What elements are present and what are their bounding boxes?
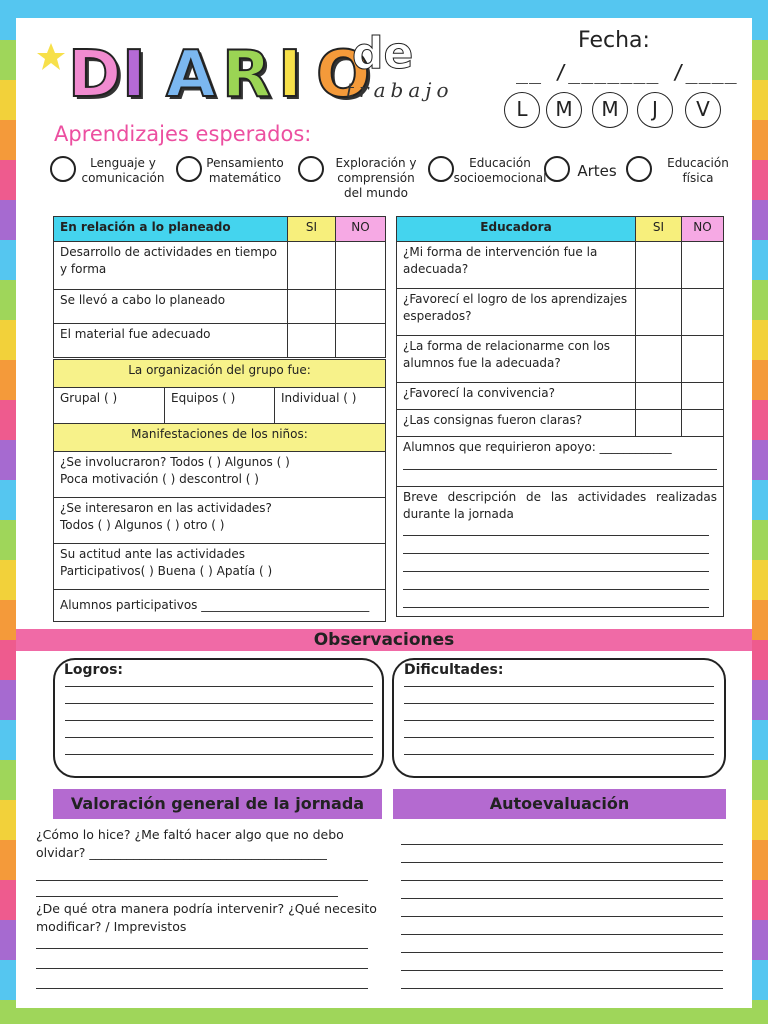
manifestacion-line: Poca motivación ( ) descontrol ( ) bbox=[60, 472, 259, 486]
autoevaluacion-bar: Autoevaluación bbox=[393, 789, 726, 819]
manifestacion-line: ¿Se involucraron? Todos ( ) Algunos ( ) bbox=[60, 455, 290, 469]
manifestacion-line: Participativos( ) Buena ( ) Apatía ( ) bbox=[60, 564, 273, 578]
question-line: olvidar? ______________________________________ bbox=[36, 845, 327, 860]
si-checkbox[interactable] bbox=[288, 290, 336, 324]
si-header: SI bbox=[636, 217, 682, 242]
si-checkbox[interactable] bbox=[636, 336, 682, 383]
no-checkbox[interactable] bbox=[682, 383, 724, 410]
answer-line[interactable] bbox=[401, 970, 723, 971]
answer-line[interactable] bbox=[401, 934, 723, 935]
logros-title: Logros: bbox=[64, 662, 124, 678]
answer-line[interactable] bbox=[65, 686, 373, 687]
manifestacion-line: Todos ( ) Algunos ( ) otro ( ) bbox=[60, 518, 225, 532]
manifestaciones-title: Manifestaciones de los niños: bbox=[54, 424, 386, 452]
answer-line[interactable] bbox=[65, 703, 373, 704]
answer-line[interactable] bbox=[36, 896, 338, 897]
logros-box[interactable] bbox=[53, 658, 384, 778]
no-checkbox[interactable] bbox=[682, 242, 724, 289]
aprendizajes-title: Aprendizajes esperados: bbox=[54, 122, 312, 146]
no-header: NO bbox=[682, 217, 724, 242]
answer-line[interactable] bbox=[403, 589, 709, 590]
title-trabajo: trabajo bbox=[346, 78, 454, 102]
manifestacion-line: ¿Se interesaron en las actividades? bbox=[60, 501, 272, 515]
day-circle[interactable]: V bbox=[685, 92, 721, 128]
breve-lines bbox=[403, 523, 717, 613]
answer-line[interactable] bbox=[401, 916, 723, 917]
answer-line[interactable] bbox=[36, 968, 368, 969]
apoyo-field[interactable] bbox=[397, 437, 724, 487]
option-label-line: Exploración y bbox=[335, 156, 417, 170]
answer-line[interactable] bbox=[401, 862, 723, 863]
no-checkbox[interactable] bbox=[682, 336, 724, 383]
answer-line[interactable] bbox=[404, 703, 714, 704]
answer-line[interactable] bbox=[36, 988, 368, 989]
answer-line[interactable] bbox=[401, 898, 723, 899]
no-checkbox[interactable] bbox=[336, 242, 386, 290]
observaciones-bar: Observaciones bbox=[16, 629, 752, 651]
valoracion-question-1 bbox=[36, 826, 344, 862]
option-label bbox=[448, 156, 552, 186]
option-label bbox=[326, 156, 426, 201]
answer-line[interactable] bbox=[36, 948, 368, 949]
title-letter: R bbox=[222, 38, 272, 112]
day-circle[interactable]: M bbox=[546, 92, 582, 128]
org-option-individual[interactable]: Individual ( ) bbox=[275, 388, 386, 424]
breve-label: Breve descripción de las actividades realizadas durante la jornada bbox=[403, 490, 717, 521]
manifestacion-row[interactable] bbox=[54, 544, 386, 590]
option-label-line: socioemocional bbox=[453, 171, 547, 185]
planning-row: Desarrollo de actividades en tiempo y forma bbox=[54, 242, 288, 290]
si-checkbox[interactable] bbox=[636, 242, 682, 289]
answer-line[interactable] bbox=[65, 720, 373, 721]
breve-field[interactable] bbox=[397, 487, 724, 617]
title-letter: O bbox=[316, 38, 371, 112]
answer-line[interactable] bbox=[401, 952, 723, 953]
educadora-row: ¿Mi forma de intervención fue la adecuada? bbox=[397, 242, 636, 289]
option-label-line: matemático bbox=[208, 171, 282, 185]
answer-line[interactable] bbox=[403, 571, 709, 572]
option-label-line: Educación bbox=[667, 156, 729, 170]
organization-title: La organización del grupo fue: bbox=[54, 360, 386, 388]
option-checkbox[interactable] bbox=[544, 156, 570, 182]
answer-line[interactable] bbox=[401, 988, 723, 989]
no-checkbox[interactable] bbox=[682, 289, 724, 336]
option-label-line: comprensión bbox=[337, 171, 415, 185]
no-checkbox[interactable] bbox=[682, 410, 724, 437]
option-checkbox[interactable] bbox=[626, 156, 652, 182]
valoracion-question-2 bbox=[36, 900, 377, 936]
dificultades-title: Dificultades: bbox=[404, 662, 504, 678]
answer-line[interactable] bbox=[404, 720, 714, 721]
title-letter: I bbox=[278, 38, 302, 112]
day-circle[interactable]: J bbox=[637, 92, 673, 128]
option-label bbox=[572, 164, 622, 179]
si-checkbox[interactable] bbox=[636, 383, 682, 410]
title-letter: D bbox=[68, 38, 122, 112]
participativos-field[interactable]: Alumnos participativos ____________________________ bbox=[54, 590, 386, 622]
si-header: SI bbox=[288, 217, 336, 242]
worksheet bbox=[16, 18, 752, 1008]
answer-line[interactable] bbox=[36, 880, 368, 881]
option-label-line: Lenguaje y bbox=[90, 156, 156, 170]
educadora-row: ¿Favorecí la convivencia? bbox=[397, 383, 636, 410]
option-label-line: comunicación bbox=[81, 171, 165, 185]
question-line: ¿De qué otra manera podría intervenir? ¿Qué necesito bbox=[36, 901, 377, 916]
planning-row: El material fue adecuado bbox=[54, 324, 288, 358]
planning-row: Se llevó a cabo lo planeado bbox=[54, 290, 288, 324]
educadora-row: ¿Las consignas fueron claras? bbox=[397, 410, 636, 437]
title-de: de bbox=[352, 28, 414, 79]
si-checkbox[interactable] bbox=[288, 324, 336, 358]
org-option-grupal[interactable]: Grupal ( ) bbox=[54, 388, 165, 424]
option-label bbox=[204, 156, 286, 186]
question-line: ¿Cómo lo hice? ¿Me faltó hacer algo que no debo bbox=[36, 827, 344, 842]
apoyo-line bbox=[403, 458, 717, 470]
educadora-header: Educadora bbox=[397, 217, 636, 242]
manifestacion-row[interactable] bbox=[54, 452, 386, 498]
title-letter: A bbox=[166, 38, 216, 112]
answer-line[interactable] bbox=[65, 737, 373, 738]
answer-line[interactable] bbox=[401, 880, 723, 881]
manifestacion-line: Su actitud ante las actividades bbox=[60, 547, 246, 561]
planning-header: En relación a lo planeado bbox=[54, 217, 288, 242]
option-label bbox=[654, 156, 742, 186]
org-option-equipos[interactable]: Equipos ( ) bbox=[165, 388, 275, 424]
educadora-row: ¿Favorecí el logro de los aprendizajes esperados? bbox=[397, 289, 636, 336]
si-checkbox[interactable] bbox=[636, 289, 682, 336]
no-checkbox[interactable] bbox=[336, 324, 386, 358]
question-line: modificar? / Imprevistos bbox=[36, 919, 187, 934]
answer-line[interactable] bbox=[403, 607, 709, 608]
no-header: NO bbox=[336, 217, 386, 242]
answer-line[interactable] bbox=[404, 754, 714, 755]
answer-line[interactable] bbox=[403, 553, 709, 554]
apoyo-label: Alumnos que requirieron apoyo: ____________ bbox=[403, 440, 672, 454]
answer-line[interactable] bbox=[404, 686, 714, 687]
option-checkbox[interactable] bbox=[176, 156, 202, 182]
option-label-line: física bbox=[682, 171, 714, 185]
answer-line[interactable] bbox=[403, 535, 709, 536]
planning-table bbox=[53, 216, 386, 358]
si-checkbox[interactable] bbox=[288, 242, 336, 290]
answer-line[interactable] bbox=[65, 754, 373, 755]
valoracion-bar: Valoración general de la jornada bbox=[53, 789, 382, 819]
option-label-line: Artes bbox=[577, 162, 617, 180]
answer-line[interactable] bbox=[404, 737, 714, 738]
option-checkbox[interactable] bbox=[298, 156, 324, 182]
option-label-line: Educación bbox=[469, 156, 531, 170]
no-checkbox[interactable] bbox=[336, 290, 386, 324]
educadora-row: ¿La forma de relacionarme con los alumnos fue la adecuada? bbox=[397, 336, 636, 383]
educadora-table bbox=[396, 216, 724, 617]
date-label: Fecha: bbox=[578, 28, 650, 53]
option-label bbox=[78, 156, 168, 186]
answer-line[interactable] bbox=[401, 844, 723, 845]
dificultades-box[interactable] bbox=[392, 658, 726, 778]
manifestacion-row[interactable] bbox=[54, 498, 386, 544]
option-checkbox[interactable] bbox=[50, 156, 76, 182]
star-icon bbox=[36, 42, 66, 72]
day-circle[interactable]: M bbox=[592, 92, 628, 128]
title-letter: I bbox=[122, 38, 146, 112]
option-label-line: del mundo bbox=[343, 186, 408, 200]
option-label-line: Pensamiento bbox=[206, 156, 284, 170]
si-checkbox[interactable] bbox=[636, 410, 682, 437]
organization-table bbox=[53, 359, 386, 622]
date-blank[interactable]: __ /_______ /____ bbox=[516, 60, 738, 84]
day-circle[interactable]: L bbox=[504, 92, 540, 128]
